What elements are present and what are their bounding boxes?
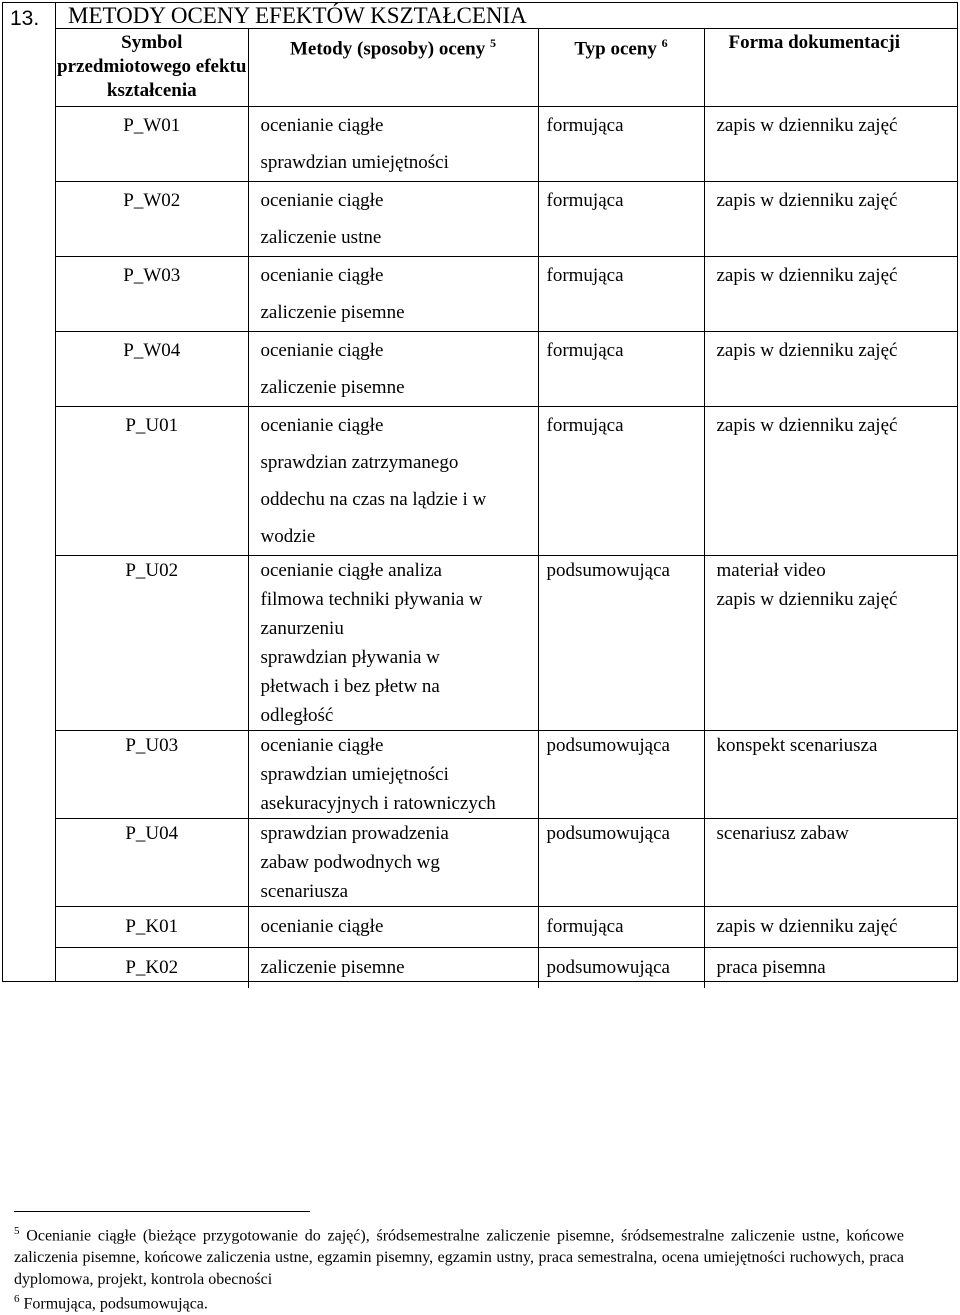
symbol-text: P_K01 [125, 916, 179, 937]
cell-symbol [56, 819, 248, 907]
type-text: podsumowująca [546, 823, 670, 844]
method-line: ocenianie ciągłe analiza [260, 560, 442, 581]
documentation-line: zapis w dzienniku zajęć [716, 115, 898, 136]
header-methods-footnote-mark: 5 [490, 36, 497, 50]
cell-methods [248, 907, 538, 948]
type-text: formująca [546, 265, 624, 286]
cell-methods [248, 107, 538, 182]
method-line: zaliczenie ustne [260, 227, 382, 248]
method-line: sprawdzian umiejętności [260, 152, 449, 173]
cell-symbol [56, 731, 248, 819]
footnote-text: Ocenianie ciągłe (bieżące przygotowanie do zajęć), śródsemestralne zaliczenie pisemne, śródsemestralne zaliczenie ustne, końcowe zaliczenia pisemne, końcowe zaliczenia ustne, egzamin pisemny, egzamin ustny, praca semestralna, ocena umiejętności ruchowych, praca dyplomowa, projekt, kontrola obecności [14, 1227, 905, 1289]
table-row [56, 257, 958, 332]
method-line: ocenianie ciągłe [260, 735, 384, 756]
method-line: ocenianie ciągłe [260, 916, 384, 937]
header-type [538, 29, 704, 107]
cell-symbol [56, 182, 248, 257]
section-number: 13. [10, 7, 40, 30]
cell-symbol [56, 556, 248, 731]
documentation-line: konspekt scenariusza [716, 735, 878, 756]
symbol-text: P_U03 [125, 735, 179, 756]
symbol-text: P_W01 [123, 115, 181, 136]
cell-type [538, 332, 704, 407]
cell-type [538, 257, 704, 332]
method-line: asekuracyjnych i ratowniczych [260, 793, 496, 814]
documentation-line: zapis w dzienniku zajęć [716, 265, 898, 286]
table-row [56, 819, 958, 907]
documentation-line: materiał video [716, 560, 826, 581]
cell-methods [248, 819, 538, 907]
table-row [56, 182, 958, 257]
symbol-text: P_K02 [125, 957, 179, 978]
method-line: ocenianie ciągłe [260, 115, 384, 136]
cell-type [538, 182, 704, 257]
method-line: zaliczenie pisemne [260, 377, 405, 398]
assessment-methods-table [56, 29, 958, 988]
method-line: oddechu na czas na lądzie i w [260, 489, 487, 510]
type-text: podsumowująca [546, 560, 670, 581]
table-header-row [56, 29, 958, 107]
cell-type [538, 907, 704, 948]
cell-methods [248, 407, 538, 556]
header-type-footnote-mark: 6 [661, 36, 668, 50]
documentation-line: praca pisemna [716, 957, 826, 978]
documentation-line: scenariusz zabaw [716, 823, 849, 844]
cell-documentation [704, 819, 958, 907]
type-text: formująca [546, 340, 624, 361]
cell-documentation [704, 907, 958, 948]
symbol-text: P_U02 [125, 560, 179, 581]
method-line: zabaw podwodnych wg [260, 852, 440, 873]
method-line: płetwach i bez płetw na [260, 676, 440, 697]
method-line: zaliczenie pisemne [260, 957, 405, 978]
documentation-line: zapis w dzienniku zajęć [716, 589, 898, 610]
cell-methods [248, 332, 538, 407]
method-line: sprawdzian pływania w [260, 647, 440, 668]
cell-type [538, 731, 704, 819]
cell-documentation [704, 731, 958, 819]
table-row [56, 731, 958, 819]
method-line: zaliczenie pisemne [260, 302, 405, 323]
method-line: odległość [260, 705, 334, 726]
documentation-line: zapis w dzienniku zajęć [716, 916, 898, 937]
table-row [56, 907, 958, 948]
footnote-mark: 6 [14, 1293, 20, 1305]
cell-methods [248, 948, 538, 989]
symbol-text: P_W02 [123, 190, 181, 211]
documentation-line: zapis w dzienniku zajęć [716, 340, 898, 361]
cell-type [538, 107, 704, 182]
table-row [56, 107, 958, 182]
method-line: zanurzeniu [260, 618, 344, 639]
method-line: ocenianie ciągłe [260, 340, 384, 361]
symbol-text: P_U01 [125, 415, 179, 436]
cell-documentation [704, 948, 958, 989]
header-symbol: Symbol przedmiotowego efektu kształcenia [57, 32, 247, 101]
header-documentation: Forma dokumentacji [704, 29, 958, 107]
method-line: wodzie [260, 526, 316, 547]
method-line: ocenianie ciągłe [260, 190, 384, 211]
cell-methods [248, 556, 538, 731]
method-line: ocenianie ciągłe [260, 265, 384, 286]
cell-methods [248, 257, 538, 332]
cell-methods [248, 182, 538, 257]
symbol-text: P_W04 [123, 340, 181, 361]
cell-documentation [704, 556, 958, 731]
table-row [56, 407, 958, 556]
method-line: sprawdzian prowadzenia [260, 823, 449, 844]
method-line: ocenianie ciągłe [260, 415, 384, 436]
table-row [56, 556, 958, 731]
cell-symbol [56, 257, 248, 332]
header-methods-label: Metody (sposoby) oceny [289, 38, 486, 60]
documentation-line: zapis w dzienniku zajęć [716, 190, 898, 211]
table-row [56, 948, 958, 989]
cell-methods [248, 731, 538, 819]
documentation-line: zapis w dzienniku zajęć [716, 415, 898, 436]
footnote-5 [14, 1220, 904, 1291]
cell-documentation [704, 182, 958, 257]
header-methods [248, 29, 538, 107]
cell-documentation [704, 407, 958, 556]
section-title: METODY OCENY EFEKTÓW KSZTAŁCENIA [68, 3, 527, 28]
method-line: sprawdzian umiejętności [260, 764, 449, 785]
cell-symbol [56, 332, 248, 407]
method-line: filmowa techniki pływania w [260, 589, 483, 610]
type-text: podsumowująca [546, 957, 670, 978]
method-line: sprawdzian zatrzymanego [260, 452, 459, 473]
cell-symbol [56, 407, 248, 556]
cell-symbol [56, 907, 248, 948]
cell-type [538, 819, 704, 907]
cell-documentation [704, 257, 958, 332]
table-row [56, 332, 958, 407]
cell-type [538, 556, 704, 731]
cell-type [538, 407, 704, 556]
symbol-text: P_W03 [123, 265, 181, 286]
table-body [56, 107, 958, 989]
cell-symbol [56, 948, 248, 989]
type-text: formująca [546, 190, 624, 211]
symbol-text: P_U04 [125, 823, 179, 844]
section-number-cell [2, 2, 56, 982]
header-type-label: Typ oceny [574, 38, 657, 60]
type-text: formująca [546, 916, 624, 937]
type-text: formująca [546, 115, 624, 136]
cell-type [538, 948, 704, 989]
cell-documentation [704, 332, 958, 407]
footnote-6 [14, 1288, 904, 1315]
cell-symbol [56, 107, 248, 182]
method-line: scenariusza [260, 881, 349, 902]
cell-documentation [704, 107, 958, 182]
footnote-separator [14, 1211, 310, 1212]
footnote-mark: 5 [14, 1225, 20, 1237]
footnote-text: Formująca, podsumowująca. [23, 1295, 208, 1313]
type-text: podsumowująca [546, 735, 670, 756]
type-text: formująca [546, 415, 624, 436]
